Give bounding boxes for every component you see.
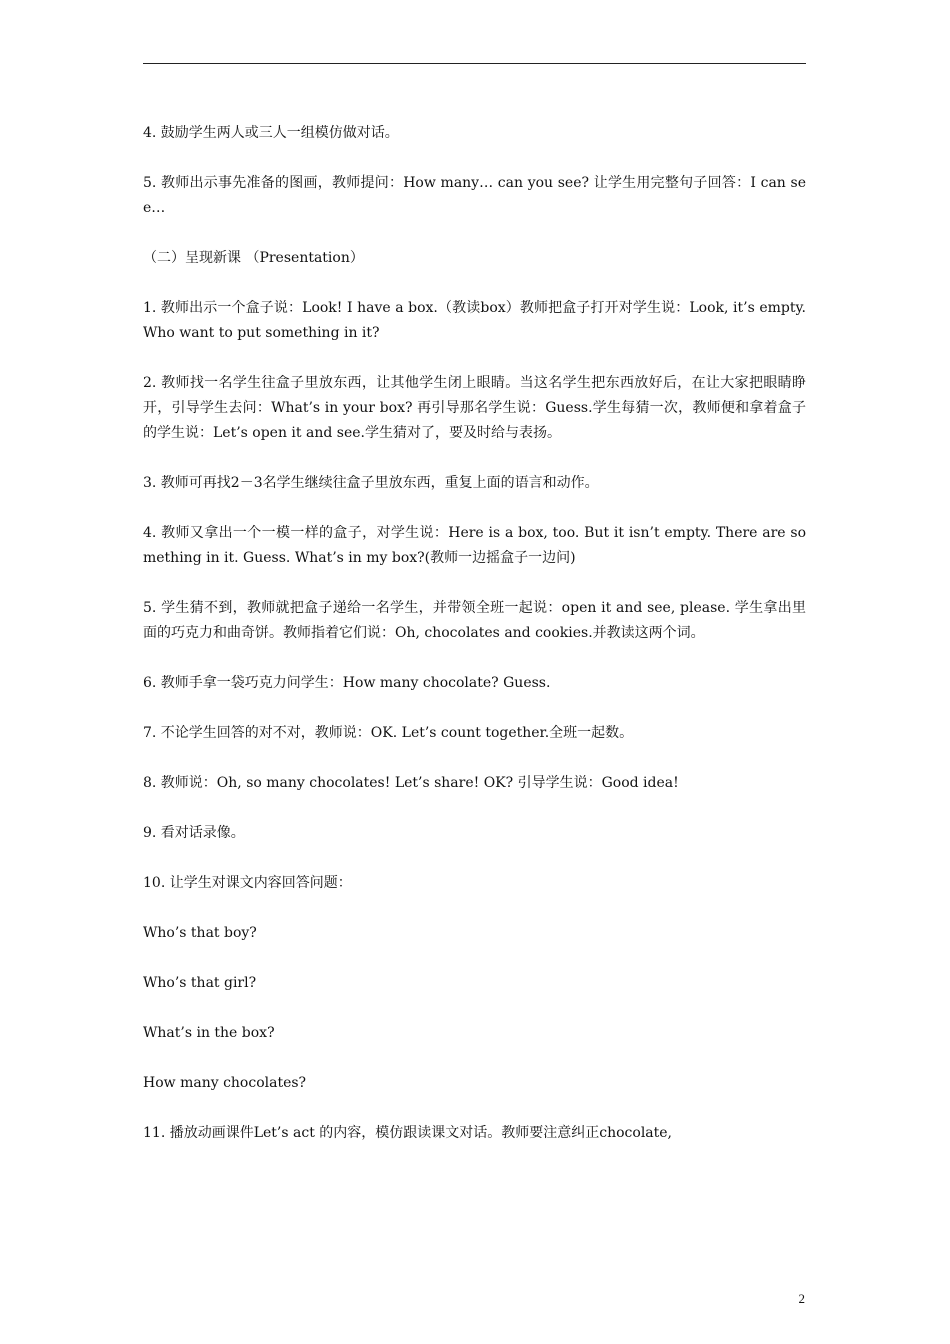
paragraph: 11. 播放动画课件Let’s act 的内容，模仿跟读课文对话。教师要注意纠正chocolate, [143,1125,673,1141]
paragraph: 7. 不论学生回答的对不对，教师说：OK. Let’s count together.全班一起数。 [143,725,634,741]
document-body [143,121,806,1171]
header-rule [143,63,806,64]
question-line: Who’s that boy? [143,925,257,941]
paragraph: 5. 教师出示事先准备的图画，教师提问：How many… can you see? 让学生用完整句子回答：I can see… [143,175,806,216]
section-heading: （二）呈现新课 （Presentation） [143,250,364,266]
paragraph: 10. 让学生对课文内容回答问题： [143,875,352,891]
paragraph: 1. 教师出示一个盒子说：Look! I have a box.（教读box）教师把盒子打开对学生说：Look, it’s empty.Who want to put something in it? [143,300,806,341]
paragraph: 9. 看对话录像。 [143,825,245,841]
page-number: 2 [798,1291,805,1306]
question-line: Who’s that girl? [143,975,257,991]
paragraph: 3. 教师可再找2－3名学生继续往盒子里放东西，重复上面的语言和动作。 [143,475,599,491]
paragraph: 6. 教师手拿一袋巧克力问学生：How many chocolate? Guess. [143,675,551,691]
paragraph: 4. 鼓励学生两人或三人一组模仿做对话。 [143,125,399,141]
paragraph: 8. 教师说：Oh, so many chocolates! Let’s share! OK? 引导学生说：Good idea! [143,775,679,791]
paragraph: 2. 教师找一名学生往盒子里放东西，让其他学生闭上眼睛。当这名学生把东西放好后，在让大家把眼睛睁开，引导学生去问：What’s in your box? 再引导那名学生说：Guess.学生每猜一次，教师便和拿着盒子的学生说：Let’s open it and see.学生猜对了，要及时给与表扬。 [143,375,806,441]
paragraph: 4. 教师又拿出一个一模一样的盒子，对学生说：Here is a box, too. But it isn’t empty. There are something in it. Guess. What’s in my box?(教师一边摇盒子一边问) [143,525,806,566]
question-line: What’s in the box? [143,1025,275,1041]
paragraph: 5. 学生猜不到，教师就把盒子递给一名学生，并带领全班一起说：open it and see, please. 学生拿出里面的巧克力和曲奇饼。教师指着它们说：Oh, chocolates and cookies.并教读这两个词。 [143,600,806,641]
question-line: How many chocolates? [143,1075,307,1091]
